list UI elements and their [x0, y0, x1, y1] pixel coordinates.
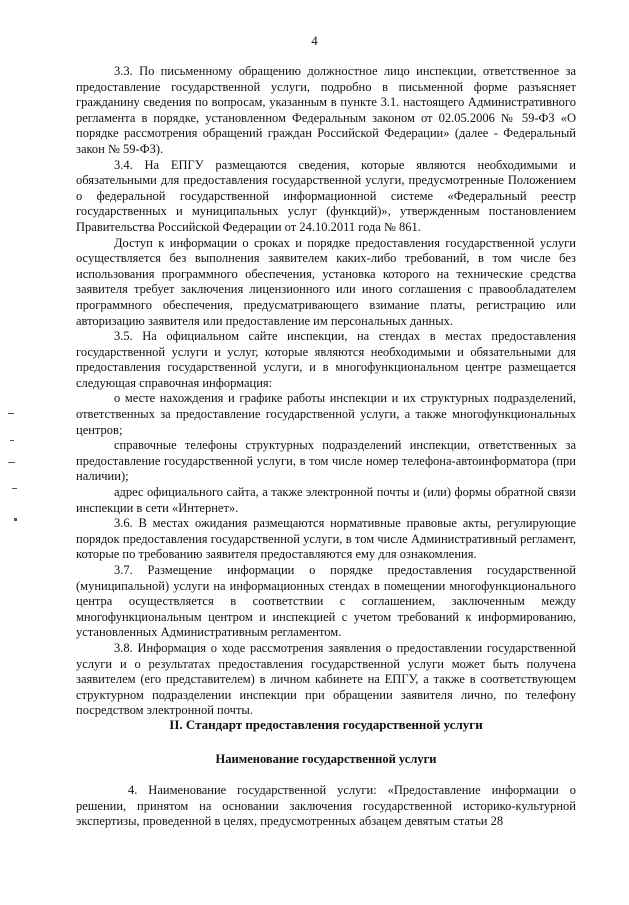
paragraph-location: о месте нахождения и графике работы инспекции и их структурных подразделений, ответственных за предоставление государственной услуги, а также многофункциональных центров;	[76, 391, 576, 437]
subsection-title: Наименование государственной услуги	[215, 752, 437, 766]
paragraph-3-4: 3.4. На ЕПГУ размещаются сведения, которые являются необходимыми и обязательными для предоставления государственной услуги, предусмотренные Положением о федеральной государственной информационной системе «Федеральный реестр государственных и муниципальных услуг (функций)», утвержденным постановлением Правительства Российской Федерации от 24.10.2011 года № 861.	[76, 157, 576, 234]
item-4-text: 4. Наименование государственной услуги: «Предоставление информации о решении, принятом на основании заключения государственной историко-культурной экспертизы, проведенной в целях, предусмотренных абзацем девятым статьи 28	[76, 783, 576, 829]
paragraph-access: Доступ к информации о сроках и порядке предоставления государственной услуги осуществляется без выполнения заявителем каких-либо требований, в том числе без использования программного обеспечения, установка которого на технические средства заявителя требует заключения лицензионного или иного соглашения с правообладателем программного обеспечения, предусматривающего взимание платы, регистрацию или авторизацию заявителя или предоставление им персональных данных.	[76, 235, 576, 328]
paragraph-3-3: 3.3. По письменному обращению должностное лицо инспекции, ответственное за предоставление государственной услуги, подробно в письменной форме разъясняет гражданину сведения по вопросам, указанным в пункте 3.1. настоящего Административного регламента в порядке, установленном Федеральным законом от 02.05.2006 № 59-ФЗ «О порядке рассмотрения обращений граждан Российской Федерации» (далее - Федеральный закон № 59-ФЗ).	[76, 64, 576, 156]
paragraph-3-6: 3.6. В местах ожидания размещаются нормативные правовые акты, регулирующие порядок предоставления государственной услуги, в том числе Административный регламент, которые по требованию заявителя предоставляются ему для ознакомления.	[76, 516, 576, 562]
page-number: 4	[311, 33, 318, 48]
scan-mark	[12, 488, 17, 489]
body-text	[76, 64, 576, 719]
paragraph-3-5: 3.5. На официальном сайте инспекции, на стендах в местах предоставления государственной услуги и услуг, которые являются необходимыми и обязательными для предоставления государственной услуги, и в многофункциональном центре размещается следующая справочная информация:	[76, 329, 576, 390]
paragraph-phones: справочные телефоны структурных подразделений инспекции, ответственных за предоставление государственной услуги, в том числе номер телефона-автоинформатора (при наличии);	[76, 438, 576, 484]
scan-mark	[10, 440, 14, 441]
item-4	[76, 783, 576, 830]
paragraph-website: адрес официального сайта, а также электронной почты и (или) формы обратной связи инспекции в сети «Интернет».	[76, 485, 576, 515]
scan-mark	[8, 413, 14, 414]
paragraph-3-8: 3.8. Информация о ходе рассмотрения заявления о предоставлении государственной услуги и о результатах предоставления государственной услуги может быть получена заявителем (его представителем) в личном кабинете на ЕПГУ, а также в соответствующем структурном подразделении инспекции при обращении заявителя лично, по телефону посредством электронной почты.	[76, 640, 576, 718]
paragraph-3-7: 3.7. Размещение информации о порядке предоставления государственной (муниципальной) услуги на информационных стендах в помещении многофункционального центра осуществляется в соответствии с соглашением, заключенным между многофункциональным центром и инспекцией с учетом требований к информированию, установленных Административным регламентом.	[76, 563, 576, 640]
scan-mark	[14, 518, 17, 521]
section-title: II. Стандарт предоставления государственной услуги	[169, 717, 483, 732]
scan-mark	[8, 462, 15, 463]
